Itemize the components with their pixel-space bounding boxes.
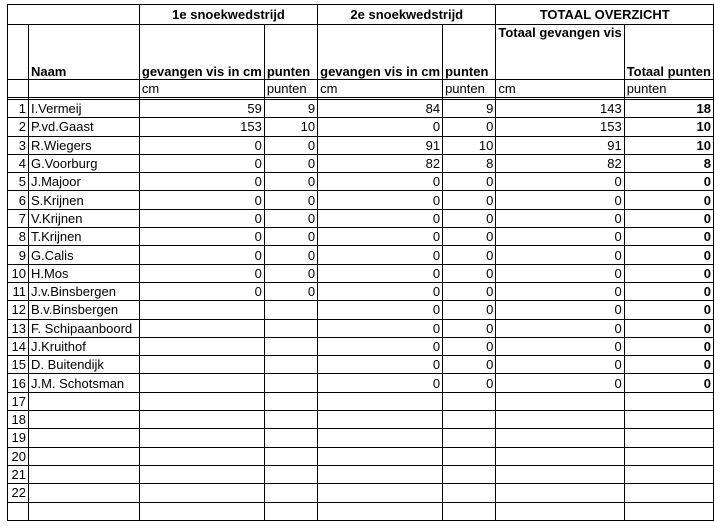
header-index (8, 25, 29, 80)
unit-blank (28, 80, 139, 98)
group-totaal-overzicht: TOTAAL OVERZICHT (496, 5, 714, 25)
total-points: 0 (624, 228, 713, 246)
points-1 (264, 319, 317, 337)
group-1e-snoekwedstrijd: 1e snoekwedstrijd (139, 5, 317, 25)
fish-cm-1: 153 (139, 118, 264, 136)
total-points: 0 (624, 374, 713, 392)
fish-cm-1: 0 (139, 246, 264, 264)
table-row (8, 118, 714, 136)
unit-punten-total: punten (624, 80, 713, 98)
fish-cm-2 (318, 447, 443, 465)
fish-cm-2: 0 (318, 301, 443, 319)
header-totaal-vis: Totaal gevangen vis (496, 25, 624, 80)
fish-cm-1: 0 (139, 282, 264, 300)
total-fish-cm: 0 (496, 191, 624, 209)
fish-cm-2: 84 (318, 100, 443, 118)
fish-cm-2: 82 (318, 154, 443, 172)
total-fish-cm: 82 (496, 154, 624, 172)
participant-name: R.Wiegers (28, 136, 139, 154)
participant-name (28, 502, 139, 520)
points-2: 0 (443, 228, 496, 246)
total-fish-cm: 153 (496, 118, 624, 136)
participant-name: P.vd.Gaast (28, 118, 139, 136)
row-index: 10 (8, 264, 29, 282)
table-row (8, 246, 714, 264)
total-fish-cm: 0 (496, 173, 624, 191)
points-2 (443, 484, 496, 502)
total-fish-cm: 0 (496, 228, 624, 246)
points-2: 8 (443, 154, 496, 172)
participant-name: S.Krijnen (28, 191, 139, 209)
participant-name (28, 447, 139, 465)
fish-cm-1 (139, 392, 264, 410)
points-1 (264, 465, 317, 483)
table-row (8, 411, 714, 429)
participant-name: J.Kruithof (28, 337, 139, 355)
row-index: 14 (8, 337, 29, 355)
unit-punten-2: punten (443, 80, 496, 98)
fish-cm-1 (139, 411, 264, 429)
fish-cm-2: 0 (318, 319, 443, 337)
column-header-row (8, 25, 714, 80)
fish-cm-1: 59 (139, 100, 264, 118)
total-fish-cm (496, 411, 624, 429)
total-fish-cm (496, 392, 624, 410)
row-index (8, 502, 29, 520)
fish-cm-1 (139, 374, 264, 392)
points-1 (264, 374, 317, 392)
total-points: 0 (624, 264, 713, 282)
header-vis-1: gevangen vis in cm (139, 25, 264, 80)
unit-cm-1: cm (139, 80, 264, 98)
header-punten-1: punten (264, 25, 317, 80)
fish-cm-2: 0 (318, 209, 443, 227)
points-2: 0 (443, 246, 496, 264)
unit-row (8, 80, 714, 98)
points-1 (264, 429, 317, 447)
unit-cm-2: cm (318, 80, 443, 98)
points-1 (264, 356, 317, 374)
points-2 (443, 392, 496, 410)
total-fish-cm: 0 (496, 319, 624, 337)
total-fish-cm (496, 429, 624, 447)
points-1: 0 (264, 246, 317, 264)
fish-cm-1 (139, 484, 264, 502)
total-fish-cm: 143 (496, 100, 624, 118)
total-points (624, 465, 713, 483)
fish-cm-2: 0 (318, 337, 443, 355)
fish-cm-2: 0 (318, 374, 443, 392)
points-1 (264, 447, 317, 465)
table-row (8, 301, 714, 319)
row-index: 2 (8, 118, 29, 136)
table-row (8, 465, 714, 483)
points-1 (264, 502, 317, 520)
fish-cm-2: 91 (318, 136, 443, 154)
participant-name: H.Mos (28, 264, 139, 282)
total-points: 0 (624, 319, 713, 337)
participant-name: J.v.Binsbergen (28, 282, 139, 300)
table-row (8, 484, 714, 502)
points-1: 9 (264, 100, 317, 118)
participant-name: F. Schipaanboord (28, 319, 139, 337)
participant-name: J.Majoor (28, 173, 139, 191)
row-index: 21 (8, 465, 29, 483)
participant-name: I.Vermeij (28, 100, 139, 118)
total-points (624, 502, 713, 520)
table-row (8, 282, 714, 300)
total-points (624, 392, 713, 410)
points-2 (443, 447, 496, 465)
table-row (8, 136, 714, 154)
row-index: 20 (8, 447, 29, 465)
row-index: 7 (8, 209, 29, 227)
total-points: 8 (624, 154, 713, 172)
row-index: 5 (8, 173, 29, 191)
total-points (624, 447, 713, 465)
points-1: 10 (264, 118, 317, 136)
total-points: 0 (624, 356, 713, 374)
header-punten-2: punten (443, 25, 496, 80)
header-totaal-punten: Totaal punten (624, 25, 713, 80)
points-2 (443, 429, 496, 447)
total-points: 0 (624, 301, 713, 319)
total-fish-cm: 0 (496, 374, 624, 392)
row-index: 11 (8, 282, 29, 300)
results-table (7, 4, 714, 521)
points-1 (264, 337, 317, 355)
points-2 (443, 502, 496, 520)
fish-cm-2 (318, 484, 443, 502)
points-2: 0 (443, 356, 496, 374)
points-2: 0 (443, 118, 496, 136)
points-1: 0 (264, 264, 317, 282)
participant-name (28, 392, 139, 410)
fish-cm-1 (139, 465, 264, 483)
points-2 (443, 465, 496, 483)
total-fish-cm: 0 (496, 356, 624, 374)
points-2 (443, 411, 496, 429)
table-row (8, 319, 714, 337)
row-index: 18 (8, 411, 29, 429)
fish-cm-2: 0 (318, 264, 443, 282)
unit-punten-1: punten (264, 80, 317, 98)
total-fish-cm: 0 (496, 301, 624, 319)
fish-cm-2: 0 (318, 246, 443, 264)
points-2: 9 (443, 100, 496, 118)
points-2: 0 (443, 319, 496, 337)
fish-cm-2 (318, 429, 443, 447)
points-1: 0 (264, 173, 317, 191)
total-points: 18 (624, 100, 713, 118)
row-index: 8 (8, 228, 29, 246)
points-2: 0 (443, 282, 496, 300)
row-index: 13 (8, 319, 29, 337)
fish-cm-2 (318, 465, 443, 483)
row-index: 4 (8, 154, 29, 172)
participant-name: G.Voorburg (28, 154, 139, 172)
total-points: 10 (624, 118, 713, 136)
total-fish-cm: 0 (496, 337, 624, 355)
total-points: 0 (624, 282, 713, 300)
table-row (8, 502, 714, 520)
total-fish-cm: 0 (496, 264, 624, 282)
fish-cm-1 (139, 447, 264, 465)
fish-cm-2 (318, 411, 443, 429)
total-points: 0 (624, 173, 713, 191)
points-1 (264, 392, 317, 410)
row-index: 6 (8, 191, 29, 209)
fish-cm-2: 0 (318, 356, 443, 374)
table-row (8, 173, 714, 191)
fish-cm-1 (139, 301, 264, 319)
row-index: 12 (8, 301, 29, 319)
row-index: 19 (8, 429, 29, 447)
participant-name: V.Krijnen (28, 209, 139, 227)
fish-cm-1: 0 (139, 154, 264, 172)
table-row (8, 429, 714, 447)
unit-blank (8, 80, 29, 98)
table-row (8, 228, 714, 246)
fish-cm-1 (139, 502, 264, 520)
points-1 (264, 411, 317, 429)
table-row (8, 191, 714, 209)
points-2: 0 (443, 301, 496, 319)
points-1: 0 (264, 209, 317, 227)
total-fish-cm (496, 502, 624, 520)
data-rows (8, 100, 714, 521)
group-header-row (8, 5, 714, 25)
fish-cm-1: 0 (139, 264, 264, 282)
participant-name: B.v.Binsbergen (28, 301, 139, 319)
participant-name: D. Buitendijk (28, 356, 139, 374)
participant-name: J.M. Schotsman (28, 374, 139, 392)
fish-cm-1: 0 (139, 173, 264, 191)
unit-cm-total: cm (496, 80, 624, 98)
header-vis-2: gevangen vis in cm (318, 25, 443, 80)
table-row (8, 264, 714, 282)
table-row (8, 447, 714, 465)
total-fish-cm: 0 (496, 246, 624, 264)
fish-cm-2 (318, 392, 443, 410)
fish-cm-2: 0 (318, 228, 443, 246)
points-1 (264, 484, 317, 502)
fish-cm-2: 0 (318, 191, 443, 209)
points-2: 0 (443, 173, 496, 191)
points-2: 10 (443, 136, 496, 154)
total-fish-cm: 0 (496, 209, 624, 227)
row-index: 22 (8, 484, 29, 502)
table-row (8, 209, 714, 227)
table-row (8, 337, 714, 355)
total-points: 0 (624, 209, 713, 227)
row-index: 16 (8, 374, 29, 392)
total-points (624, 411, 713, 429)
participant-name (28, 465, 139, 483)
table-row (8, 374, 714, 392)
total-points: 0 (624, 337, 713, 355)
points-2: 0 (443, 374, 496, 392)
points-1: 0 (264, 136, 317, 154)
total-fish-cm (496, 484, 624, 502)
fish-cm-1: 0 (139, 191, 264, 209)
points-1: 0 (264, 154, 317, 172)
total-points: 0 (624, 191, 713, 209)
blank-group-cell (8, 5, 140, 25)
table-row (8, 100, 714, 118)
fish-cm-1 (139, 356, 264, 374)
points-1: 0 (264, 228, 317, 246)
points-2: 0 (443, 209, 496, 227)
points-1: 0 (264, 282, 317, 300)
participant-name (28, 484, 139, 502)
participant-name (28, 429, 139, 447)
fish-cm-1 (139, 319, 264, 337)
fish-cm-2: 0 (318, 282, 443, 300)
total-fish-cm: 91 (496, 136, 624, 154)
group-2e-snoekwedstrijd: 2e snoekwedstrijd (318, 5, 496, 25)
fish-cm-1 (139, 429, 264, 447)
fish-cm-1: 0 (139, 228, 264, 246)
participant-name (28, 411, 139, 429)
fish-cm-1: 0 (139, 209, 264, 227)
total-points (624, 484, 713, 502)
total-fish-cm (496, 447, 624, 465)
total-points: 10 (624, 136, 713, 154)
total-fish-cm (496, 465, 624, 483)
fish-cm-1 (139, 337, 264, 355)
total-points (624, 429, 713, 447)
header-naam: Naam (28, 25, 139, 80)
fish-cm-2 (318, 502, 443, 520)
participant-name: T.Krijnen (28, 228, 139, 246)
points-1: 0 (264, 191, 317, 209)
total-fish-cm: 0 (496, 282, 624, 300)
total-points: 0 (624, 246, 713, 264)
row-index: 17 (8, 392, 29, 410)
points-2: 0 (443, 337, 496, 355)
row-index: 15 (8, 356, 29, 374)
table-row (8, 154, 714, 172)
row-index: 3 (8, 136, 29, 154)
row-index: 9 (8, 246, 29, 264)
table-row (8, 356, 714, 374)
participant-name: G.Calis (28, 246, 139, 264)
fish-cm-2: 0 (318, 173, 443, 191)
points-1 (264, 301, 317, 319)
fish-cm-2: 0 (318, 118, 443, 136)
table-row (8, 392, 714, 410)
points-2: 0 (443, 264, 496, 282)
row-index: 1 (8, 100, 29, 118)
points-2: 0 (443, 191, 496, 209)
fish-cm-1: 0 (139, 136, 264, 154)
